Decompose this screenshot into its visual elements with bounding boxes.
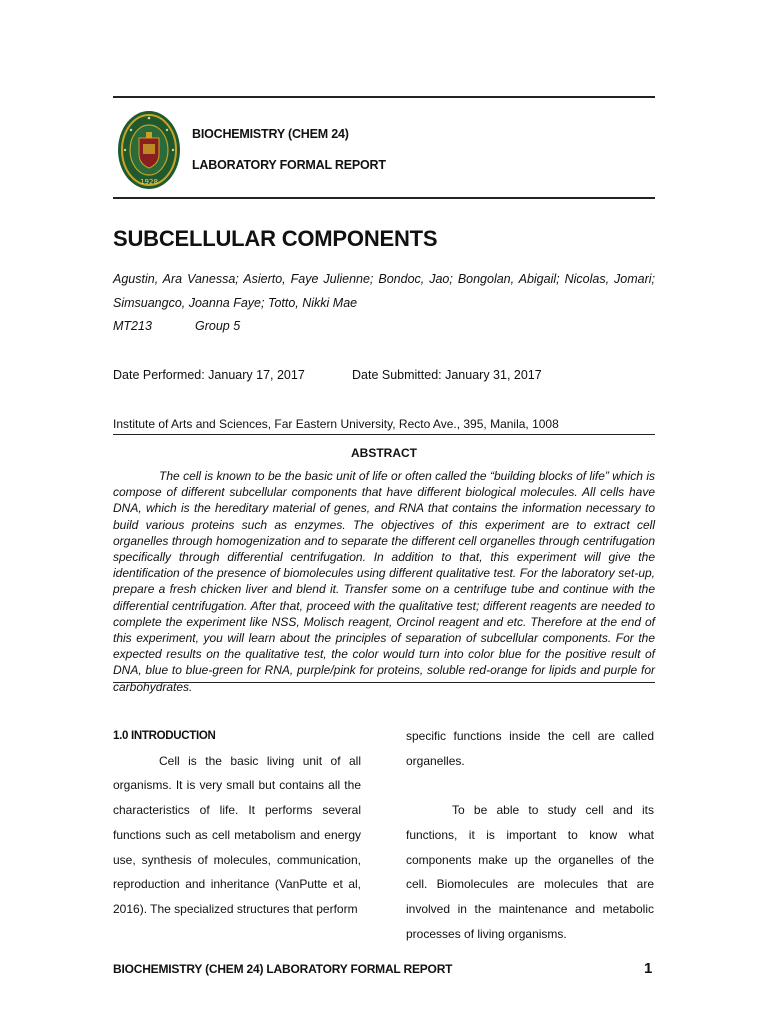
header-top-rule [113, 96, 655, 98]
body-column-right [406, 724, 654, 946]
authors-line-1: Agustin, Ara Vanessa; Asierto, Faye Julienne; Bondoc, Jao; Bongolan, Abigail; Nicolas, Jomari; [113, 272, 655, 286]
intro-paragraph-1: Cell is the basic living unit of all organisms. It is very small but contains all the characteristics of life. It performs several functions such as cell metabolism and energy use, synthesis of molecules, communication, reproduction and inheritance (VanPutte et al, 2016). The specialized structures that perform [113, 753, 361, 916]
seal-year: 1928 [140, 178, 158, 186]
header-bottom-rule [113, 197, 655, 199]
abstract-paragraph: The cell is known to be the basic unit of life or often called the “building blocks of life” which is compose of different subcellular components that have different biological molecules. All cells have DNA, which is the hereditary material of genes, and RNA that contains the information necessary to build various proteins such as enzymes. The objectives of this experiment are to extract cell organelles through homogenization and to separate the different cell organelles through centrifugation specifically through differential centrifugation. In addition to that, this experiment will give the identification of the presence of biomolecules using different qualitative test. For the laboratory set-up, prepare a fresh chicken liver and blend it. Transfer some on a centrifuge tube and continue with the differential centrifugation. After that, proceed with the qualitative test; different reagents are needed to complete the experiment like NSS, Molisch reagent, Orcinol reagent and etc. Therefore at the end of this experiment, you will learn about the principles of separation of subcellular components. For the expected results on the qualitative test, the color would turn into color blue for the positive result of DNA, blue to blue-green for RNA, purple/pink for proteins, soluble red-orange for lipids and purple for carbohydrates. [113, 469, 655, 694]
report-type: LABORATORY FORMAL REPORT [192, 158, 386, 172]
section-code: MT213 [113, 319, 152, 333]
page-number: 1 [644, 960, 653, 977]
body-column-left [113, 724, 361, 922]
date-performed: Date Performed: January 17, 2017 [113, 368, 305, 382]
date-submitted: Date Submitted: January 31, 2017 [352, 368, 542, 382]
intro-paragraph-1-continued: specific functions inside the cell are called organelles. [406, 729, 654, 768]
authors-line-2: Simsuangco, Joanna Faye; Totto, Nikki Mae [113, 296, 358, 310]
abstract-bottom-rule [113, 682, 655, 683]
abstract-heading: ABSTRACT [351, 446, 417, 460]
affiliation: Institute of Arts and Sciences, Far Eastern University, Recto Ave., 395, Manila, 1008 [113, 417, 559, 431]
abstract-top-rule [113, 434, 655, 435]
group-number: Group 5 [195, 319, 241, 333]
course-title: BIOCHEMISTRY (CHEM 24) [192, 127, 349, 141]
introduction-heading: 1.0 INTRODUCTION [113, 730, 216, 742]
footer-title: BIOCHEMISTRY (CHEM 24) LABORATORY FORMAL REPORT [113, 962, 453, 976]
university-seal-icon [117, 110, 181, 190]
intro-paragraph-2: To be able to study cell and its functions, it is important to know what components make up the organelles of the cell. Biomolecules are molecules that are involved in the maintenance and metabolic processes of living organisms. [406, 803, 654, 941]
abstract-text [113, 468, 655, 695]
author-list [113, 267, 655, 315]
paper-title: SUBCELLULAR COMPONENTS [113, 226, 438, 251]
